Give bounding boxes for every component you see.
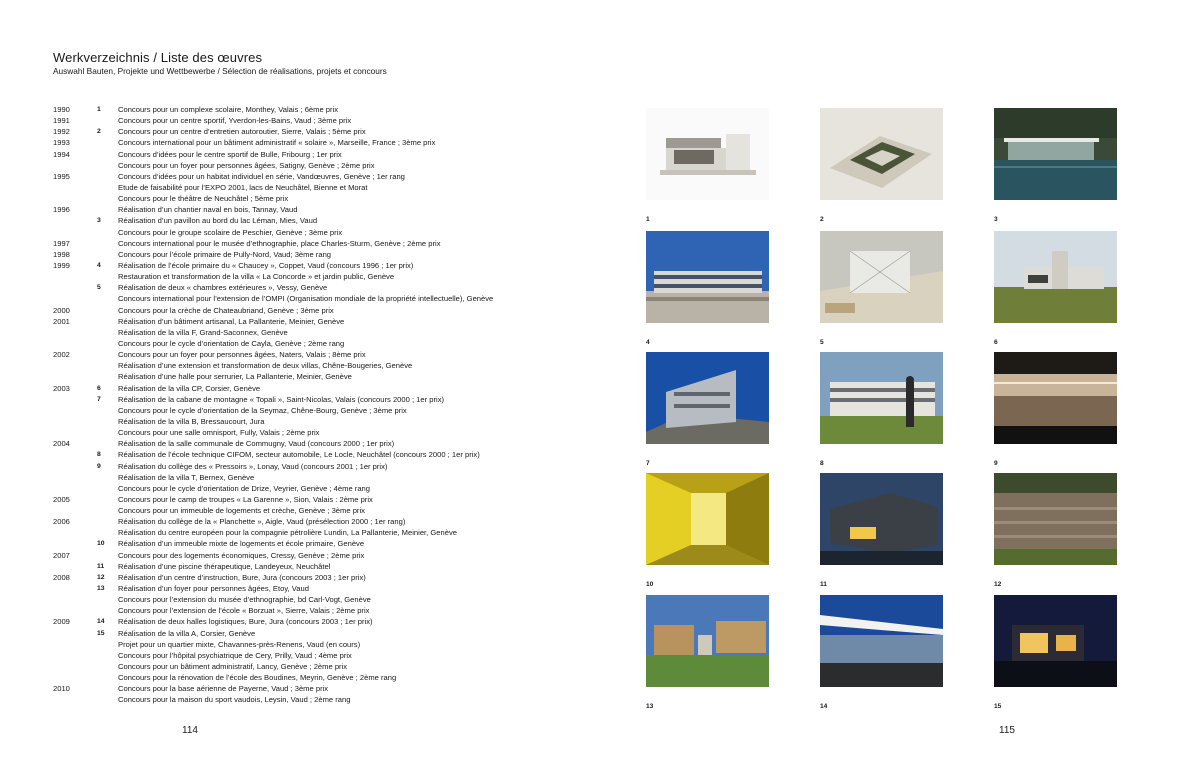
work-year: 2010	[53, 684, 70, 694]
work-description: Restauration et transformation de la villa « La Concorde » et jardin public, Genève	[118, 272, 395, 282]
work-description: Réalisation de la cabane de montagne « Topali », Saint-Nicolas, Valais (concours 2000 ; 1er prix)	[118, 394, 445, 404]
work-description: Réalisation de deux halles logistiques, Bure, Jura (concours 2003 ; 1er prix)	[118, 617, 373, 627]
work-description: Concours pour l’extension de l’école « Borzuat », Sierre, Valais ; 2ème prix	[118, 606, 370, 616]
photo-caption: 11	[820, 581, 827, 588]
list-item	[53, 171, 593, 182]
photo-caption: 12	[994, 581, 1002, 588]
project-photo	[820, 231, 943, 323]
work-description: Concours pour le cycle d’orientation de Cayla, Genève ; 2ème rang	[118, 338, 345, 348]
work-description: Concours pour la maison du sport vaudois, Leysin, Vaud ; 2ème rang	[118, 695, 351, 705]
work-description: Réalisation de deux « chambres extérieures », Vessy, Genève	[118, 283, 328, 293]
work-year: 2009	[53, 617, 70, 627]
list-item	[53, 694, 593, 705]
work-year: 2002	[53, 350, 70, 360]
list-item	[53, 672, 593, 683]
list-item	[53, 104, 593, 115]
list-item	[53, 483, 593, 494]
work-description: Réalisation de la villa F, Grand-Saconnex, Genève	[118, 327, 288, 337]
work-description: Concours pour un foyer pour personnes âgées, Naters, Valais ; 8ème prix	[118, 350, 366, 360]
list-item	[53, 550, 593, 561]
work-description: Réalisation de l’école primaire du « Chaucey », Coppet, Vaud (concours 1996 ; 1er prix)	[118, 260, 414, 270]
page-title: Werkverzeichnis / Liste des œuvres	[53, 50, 263, 65]
work-description: Réalisation d’un bâtiment artisanal, La Pallanterie, Meinier, Genève	[118, 316, 345, 326]
work-number: 5	[97, 284, 101, 292]
project-photo	[994, 108, 1117, 200]
work-description: Concours pour le théâtre de Neuchâtel ; 5ème prix	[118, 194, 289, 204]
work-number: 15	[97, 629, 105, 637]
photo-caption: 1	[646, 216, 650, 223]
photo-caption: 5	[820, 339, 824, 346]
work-number: 4	[97, 261, 101, 269]
work-description: Réalisation du collège des « Pressoirs », Lonay, Vaud (concours 2001 ; 1er prix)	[118, 461, 388, 471]
list-item	[53, 149, 593, 160]
work-year: 1996	[53, 205, 70, 215]
list-item	[53, 204, 593, 215]
work-description: Réalisation d’un immeuble mixte de logements et école primaire, Genève	[118, 539, 365, 549]
photo-caption: 7	[646, 460, 650, 467]
work-number: 6	[97, 384, 101, 392]
work-description: Réalisation de l’école technique CIFOM, secteur automobile, Le Locle, Neuchâtel (concours 2000 ; 1er prix)	[118, 450, 480, 460]
work-description: Concours pour une salle omnisport, Fully, Valais ; 2ème prix	[118, 428, 320, 438]
project-photo	[646, 352, 769, 444]
work-number: 8	[97, 451, 101, 459]
page-number-right: 115	[999, 725, 1015, 736]
list-item	[53, 427, 593, 438]
photo-caption: 14	[820, 703, 828, 710]
work-year: 2005	[53, 494, 70, 504]
list-item	[53, 494, 593, 505]
list-item	[53, 683, 593, 694]
work-number: 10	[97, 540, 105, 548]
work-description: Concours international pour un bâtiment administratif « solaire », Marseille, France ; 3ème prix	[118, 138, 436, 148]
works-list	[53, 104, 593, 706]
list-item	[53, 639, 593, 650]
work-number: 12	[97, 573, 105, 581]
photo-caption: 13	[646, 703, 654, 710]
page-subtitle: Auswahl Bauten, Projekte und Wettbewerbe / Sélection de réalisations, projets et concours	[53, 66, 387, 76]
work-description: Concours pour l’école primaire de Pully-Nord, Vaud; 3ème rang	[118, 249, 332, 259]
project-photo	[646, 595, 769, 687]
list-item	[53, 327, 593, 338]
work-description: Concours pour la base aérienne de Payerne, Vaud ; 3ème prix	[118, 684, 329, 694]
list-item	[53, 661, 593, 672]
photo-caption: 4	[646, 339, 650, 346]
list-item	[53, 405, 593, 416]
list-item	[53, 137, 593, 148]
work-description: Concours pour le camp de troupes « La Garenne », Sion, Valais : 2ème prix	[118, 494, 373, 504]
work-number: 1	[97, 106, 101, 113]
list-item	[53, 227, 593, 238]
work-description: Réalisation de la salle communale de Commugny, Vaud (concours 2000 ; 1er prix)	[118, 439, 395, 449]
list-item	[53, 583, 593, 594]
list-item	[53, 260, 593, 271]
work-year: 1993	[53, 138, 70, 148]
photo-caption: 3	[994, 216, 998, 223]
photo-caption: 10	[646, 581, 654, 588]
work-description: Réalisation d’un foyer pour personnes âgées, Etoy, Vaud	[118, 584, 309, 594]
work-description: Réalisation d’une halle pour serrurier, La Pallanterie, Meinier, Genève	[118, 372, 352, 382]
list-item	[53, 126, 593, 137]
work-description: Concours pour un centre sportif, Yverdon-les-Bains, Vaud ; 3ème prix	[118, 116, 352, 126]
work-description: Concours pour la crèche de Chateaubriand, Genève ; 3ème prix	[118, 305, 334, 315]
list-item	[53, 572, 593, 583]
work-number: 7	[97, 395, 101, 403]
work-description: Concours pour un foyer pour personnes âgées, Satigny, Genève ; 2ème prix	[118, 160, 375, 170]
list-item	[53, 249, 593, 260]
work-description: Projet pour un quartier mixte, Chavannes-près-Renens, Vaud (en cours)	[118, 639, 361, 649]
list-item	[53, 193, 593, 204]
list-item	[53, 461, 593, 472]
photo-caption: 2	[820, 216, 824, 223]
list-item	[53, 438, 593, 449]
work-description: Réalisation du centre européen pour la compagnie pétrolière Lundin, La Pallanterie, Meinier, Genève	[118, 528, 457, 538]
work-description: Réalisation de la villa A, Corsier, Genève	[118, 628, 256, 638]
work-description: Concours d’idées pour un habitat individuel en série, Vandœuvres, Genève ; 1er rang	[118, 171, 405, 181]
work-description: Réalisation du collège de la « Planchette », Aigle, Vaud (présélection 2000 ; 1er rang)	[118, 517, 406, 527]
project-photo	[646, 231, 769, 323]
list-item	[53, 416, 593, 427]
page-number-left: 114	[182, 725, 198, 736]
photo-caption: 15	[994, 703, 1002, 710]
work-description: Concours pour un centre d’entretien autoroutier, Sierre, Valais ; 5ème prix	[118, 127, 366, 137]
photo-caption: 9	[994, 460, 998, 467]
photo-caption: 8	[820, 460, 824, 467]
list-item	[53, 293, 593, 304]
work-description: Réalisation d’une extension et transformation de deux villas, Chêne-Bougeries, Genève	[118, 361, 413, 371]
list-item	[53, 505, 593, 516]
work-description: Réalisation de la villa CP, Corsier, Genève	[118, 383, 261, 393]
list-item	[53, 561, 593, 572]
work-description: Réalisation d’un pavillon au bord du lac Léman, Mies, Vaud	[118, 216, 318, 226]
list-item	[53, 472, 593, 483]
work-year: 1998	[53, 249, 70, 259]
list-item	[53, 238, 593, 249]
list-item	[53, 616, 593, 627]
project-photo	[994, 352, 1117, 444]
project-photo	[820, 473, 943, 565]
work-description: Etude de faisabilité pour l’EXPO 2001, lacs de Neuchâtel, Bienne et Morat	[118, 182, 368, 192]
list-item	[53, 628, 593, 639]
list-item	[53, 371, 593, 382]
list-item	[53, 215, 593, 226]
list-item	[53, 538, 593, 549]
list-item	[53, 394, 593, 405]
photo-caption: 6	[994, 339, 998, 346]
work-description: Réalisation d’un centre d’instruction, Bure, Jura (concours 2003 ; 1er prix)	[118, 572, 366, 582]
work-year: 2004	[53, 439, 70, 449]
list-item	[53, 338, 593, 349]
work-description: Réalisation de la villa T, Bernex, Genève	[118, 472, 255, 482]
work-description: Réalisation de la villa B, Bressaucourt, Jura	[118, 416, 265, 426]
project-photo	[646, 108, 769, 200]
work-description: Concours pour un complexe scolaire, Monthey, Valais ; 6ème prix	[118, 105, 339, 114]
work-number: 11	[97, 562, 105, 570]
list-item	[53, 282, 593, 293]
work-description: Concours pour l’hôpital psychiatrique de Cery, Prilly, Vaud ; 4ème prix	[118, 650, 352, 660]
work-description: Réalisation d’un chantier naval en bois, Tannay, Vaud	[118, 205, 298, 215]
list-item	[53, 527, 593, 538]
work-description: Concours pour un bâtiment administratif, Lancy, Genève ; 2ème prix	[118, 662, 348, 672]
work-description: Concours pour la rénovation de l’école des Boudines, Meyrin, Genève ; 2ème rang	[118, 673, 397, 683]
work-description: Concours pour le cycle d’orientation de Drize, Veyrier, Genève ; 4ème rang	[118, 483, 370, 493]
work-year: 1991	[53, 116, 70, 126]
list-item	[53, 349, 593, 360]
project-photo	[994, 231, 1117, 323]
list-item	[53, 160, 593, 171]
project-photo	[820, 352, 943, 444]
project-photo	[820, 595, 943, 687]
work-year: 2006	[53, 517, 70, 527]
list-item	[53, 305, 593, 316]
work-number: 14	[97, 618, 105, 626]
work-year: 1992	[53, 127, 70, 137]
work-description: Concours pour des logements économiques, Cressy, Genève ; 2ème prix	[118, 550, 365, 560]
list-item	[53, 650, 593, 661]
list-item	[53, 516, 593, 527]
list-item	[53, 182, 593, 193]
work-description: Concours pour le cycle d’orientation de la Seymaz, Chêne-Bourg, Genève ; 3ème prix	[118, 405, 407, 415]
work-year: 2007	[53, 550, 70, 560]
work-description: Réalisation d’une piscine thérapeutique, Landeyeux, Neuchâtel	[118, 561, 331, 571]
list-item	[53, 594, 593, 605]
work-year: 2003	[53, 383, 70, 393]
work-description: Concours d’idées pour le centre sportif de Bulle, Fribourg ; 1er prix	[118, 149, 342, 159]
work-year: 1990	[53, 105, 70, 114]
list-item	[53, 383, 593, 394]
work-description: Concours pour le groupe scolaire de Peschier, Genève ; 3ème prix	[118, 227, 343, 237]
project-photo	[994, 595, 1117, 687]
work-description: Concours pour un immeuble de logements et crèche, Genève ; 3ème prix	[118, 506, 365, 516]
work-year: 1999	[53, 260, 70, 270]
list-item	[53, 449, 593, 460]
work-year: 2000	[53, 305, 70, 315]
list-item	[53, 360, 593, 371]
project-photo	[994, 473, 1117, 565]
list-item	[53, 271, 593, 282]
work-description: Concours pour l’extension du musée d’ethnographie, bd Carl-Vogt, Genève	[118, 595, 371, 605]
list-item	[53, 605, 593, 616]
work-description: Concours international pour l’extension de l’OMPI (Organisation mondiale de la propriété intellectuelle), Genève	[118, 294, 494, 304]
project-photo	[820, 108, 943, 200]
work-number: 2	[97, 128, 101, 136]
work-year: 1997	[53, 238, 70, 248]
list-item	[53, 316, 593, 327]
work-year: 1995	[53, 171, 70, 181]
work-number: 3	[97, 217, 101, 225]
work-year: 2008	[53, 572, 70, 582]
list-item	[53, 115, 593, 126]
project-photo	[646, 473, 769, 565]
work-number: 9	[97, 462, 101, 470]
work-year: 1994	[53, 149, 70, 159]
work-number: 13	[97, 585, 105, 593]
work-description: Concours international pour le musée d’ethnographie, place Charles-Sturm, Genève ; 2ème prix	[118, 238, 441, 248]
work-year: 2001	[53, 316, 70, 326]
